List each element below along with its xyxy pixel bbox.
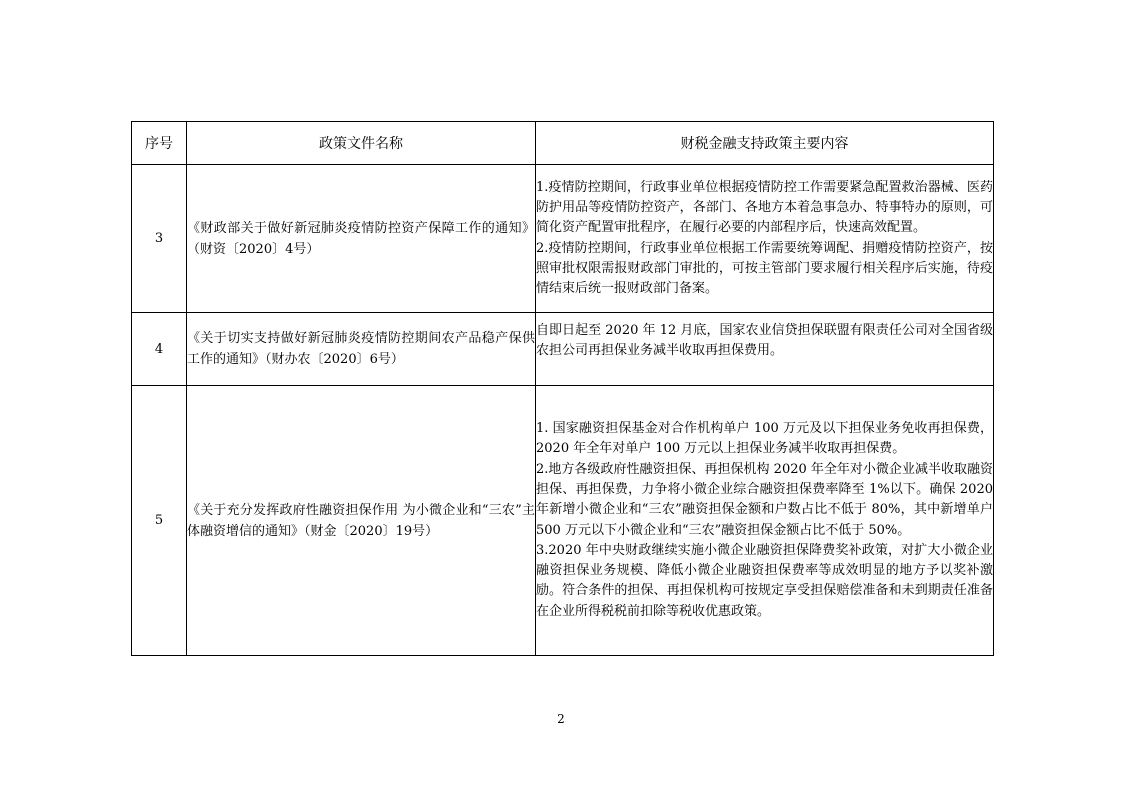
header-policy-document-name: 政策文件名称 — [187, 122, 536, 165]
content-paragraph: 2.疫情防控期间，行政事业单位根据工作需要统筹调配、捐赠疫情防控资产，按照审批权限需报财政部门审批的，可按主管部门要求履行相关程序后实施，待疫情结束后统一报财政部门备案。 — [536, 240, 993, 297]
row-policy-content — [536, 386, 994, 656]
table-row — [132, 165, 994, 313]
row-serial-number: 4 — [132, 313, 187, 386]
row-serial-number: 5 — [132, 386, 187, 656]
policy-table — [131, 121, 994, 656]
row-policy-content — [536, 313, 994, 386]
table-header-row — [132, 122, 994, 165]
content-paragraph: 自即日起至 2020 年 12 月底，国家农业信贷担保联盟有限责任公司对全国省级农担公司再担保业务减半收取再担保费用。 — [536, 323, 993, 359]
row-policy-content — [536, 165, 994, 313]
row-policy-name: 《关于切实支持做好新冠肺炎疫情防控期间农产品稳产保供工作的通知》（财办农〔2020〕6号） — [187, 313, 536, 386]
row-policy-name: 《关于充分发挥政府性融资担保作用 为小微企业和“三农”主体融资增信的通知》（财金〔2020〕19号） — [187, 386, 536, 656]
content-paragraph: 3.2020 年中央财政继续实施小微企业融资担保降费奖补政策，对扩大小微企业融资担保业务规模、降低小微企业融资担保费率等成效明显的地方予以奖补激励。符合条件的担保、再担保机构可按规定享受担保赔偿准备和未到期责任准备在企业所得税税前扣除等税收优惠政策。 — [536, 542, 993, 619]
table-row — [132, 386, 994, 656]
page-number: 2 — [557, 712, 565, 726]
row-policy-name: 《财政部关于做好新冠肺炎疫情防控资产保障工作的通知》（财资〔2020〕4号） — [187, 165, 536, 313]
content-paragraph: 1. 国家融资担保基金对合作机构单户 100 万元及以下担保业务免收再担保费，2020 年全年对单户 100 万元以上担保业务减半收取再担保费。 — [536, 421, 993, 457]
header-serial-number: 序号 — [132, 122, 187, 165]
table-row — [132, 313, 994, 386]
header-policy-content: 财税金融支持政策主要内容 — [536, 122, 994, 165]
content-paragraph: 1.疫情防控期间，行政事业单位根据疫情防控工作需要紧急配置救治器械、医药防护用品等疫情防控资产，各部门、各地方本着急事急办、特事特办的原则，可简化资产配置审批程序，在履行必要的内部程序后，快速高效配置。 — [536, 179, 993, 236]
row-serial-number: 3 — [132, 165, 187, 313]
content-paragraph: 2.地方各级政府性融资担保、再担保机构 2020 年全年对小微企业减半收取融资担保、再担保费，力争将小微企业综合融资担保费率降至 1%以下。确保 2020 年新增小微企业和“三农”融资担保金额和户数占比不低于 80%，其中新增单户 500 万元以下小微企业和“三农”融资担保金额占比不低于 50%。 — [536, 461, 993, 538]
